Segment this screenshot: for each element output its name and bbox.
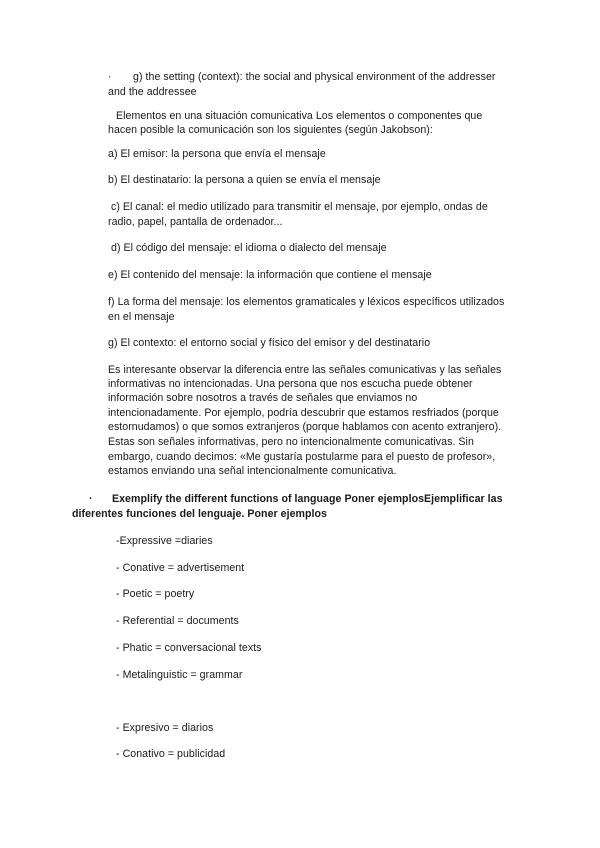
functions-heading-line1: Exemplify the different functions of language Poner ejemplosEjemplificar las bbox=[112, 493, 503, 505]
paragraph-line: Es interesante observar la diferencia entre las señales comunicativas y las señales bbox=[108, 364, 502, 376]
element-item-contenido: e) El contenido del mensaje: la información que contiene el mensaje bbox=[108, 269, 432, 281]
paragraph-line: intencionadamente. Por ejemplo, podría descubrir que estamos resfriados (porque bbox=[108, 407, 499, 419]
example-metalinguistic: - Metalinguistic = grammar bbox=[116, 669, 243, 681]
element-item-forma-line2: en el mensaje bbox=[108, 311, 175, 323]
paragraph-line: estamos enviando una señal intencionalmente comunicativa. bbox=[108, 465, 397, 477]
paragraph-line: información sobre nosotros a través de señales que enviamos no bbox=[108, 392, 418, 404]
elements-intro-line1: Elementos en una situación comunicativa Los elementos o componentes que bbox=[116, 110, 483, 122]
example-poetic: - Poetic = poetry bbox=[116, 588, 195, 600]
bullet-marker: · bbox=[108, 71, 112, 83]
element-item-destinatario: b) El destinatario: la persona a quien se envía el mensaje bbox=[108, 174, 381, 186]
paragraph-line: Estas son señales informativas, pero no intencionalmente comunicativas. Sin bbox=[108, 436, 474, 448]
functions-heading-line2: diferentes funciones del lenguaje. Poner ejemplos bbox=[72, 508, 327, 520]
bullet-marker: · bbox=[89, 493, 93, 505]
element-item-canal-line1: c) El canal: el medio utilizado para transmitir el mensaje, por ejemplo, ondas de bbox=[111, 201, 488, 213]
element-item-contexto: g) El contexto: el entorno social y físico del emisor y del destinatario bbox=[108, 337, 431, 349]
paragraph-line: informativas no intencionadas. Una persona que nos escucha puede obtener bbox=[108, 378, 473, 390]
element-item-canal-line2: radio, papel, pantalla de ordenador... bbox=[108, 216, 283, 228]
example-conative: - Conative = advertisement bbox=[116, 562, 245, 574]
setting-item-line2: and the addressee bbox=[108, 86, 197, 98]
element-item-codigo: d) El código del mensaje: el idioma o dialecto del mensaje bbox=[111, 242, 387, 254]
paragraph-line: estornudamos) o que somos extranjeros (porque hablamos con acento extranjero). bbox=[108, 421, 502, 433]
example-expresivo: - Expresivo = diarios bbox=[116, 722, 214, 734]
example-phatic: - Phatic = conversacional texts bbox=[116, 642, 262, 654]
paragraph-line: embargo, cuando decimos: «Me gustaría postularme para el puesto de profesor», bbox=[108, 451, 496, 463]
elements-intro-line2: hacen posible la comunicación son los siguientes (según Jakobson): bbox=[108, 124, 433, 136]
example-referential: - Referential = documents bbox=[116, 615, 239, 627]
element-item-forma-line1: f) La forma del mensaje: los elementos gramaticales y léxicos específicos utilizados bbox=[108, 296, 505, 308]
example-expressive: -Expressive =diaries bbox=[116, 535, 213, 547]
example-conativo: - Conativo = publicidad bbox=[116, 748, 226, 760]
setting-item-line1: g) the setting (context): the social and physical environment of the addresser bbox=[133, 71, 496, 83]
element-item-emisor: a) El emisor: la persona que envía el mensaje bbox=[108, 148, 326, 160]
